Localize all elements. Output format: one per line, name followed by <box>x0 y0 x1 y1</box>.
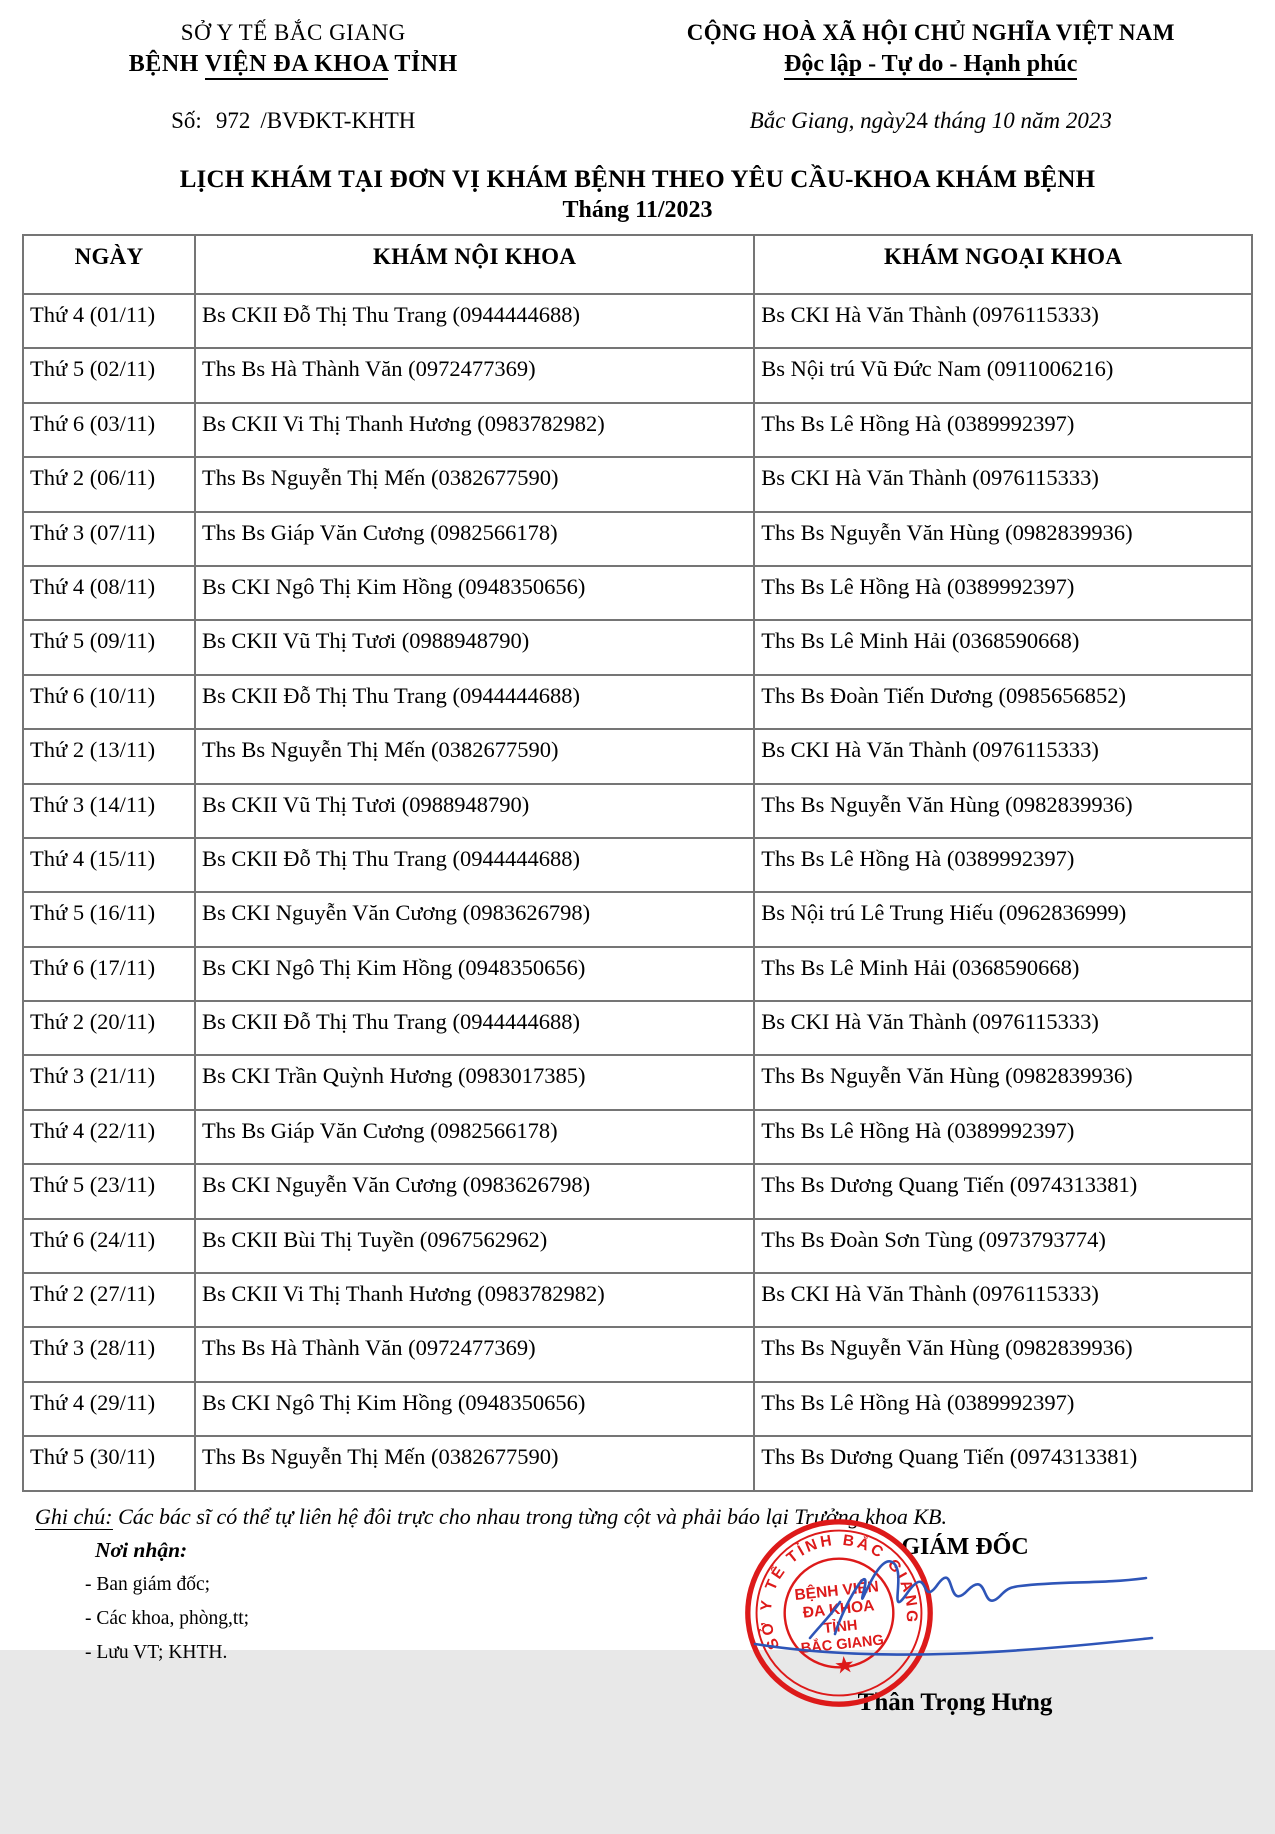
table-row <box>23 947 1252 1001</box>
cell-ngoai-khoa: Ths Bs Lê Hồng Hà (0389992397) <box>754 838 1252 892</box>
cell-noi-khoa: Ths Bs Giáp Văn Cương (0982566178) <box>195 512 754 566</box>
cell-date: Thứ 3 (28/11) <box>23 1327 195 1381</box>
recipient-item: - Ban giám đốc; <box>85 1574 210 1596</box>
cell-ngoai-khoa: Bs CKI Hà Văn Thành (0976115333) <box>754 457 1252 511</box>
table-row <box>23 784 1252 838</box>
cell-date: Thứ 2 (06/11) <box>23 457 195 511</box>
note-label: Ghi chú: <box>35 1504 113 1530</box>
cell-noi-khoa: Bs CKI Nguyễn Văn Cương (0983626798) <box>195 1164 754 1218</box>
org-parent-name: SỞ Y TẾ BẮC GIANG <box>0 20 587 46</box>
cell-date: Thứ 2 (13/11) <box>23 729 195 783</box>
cell-noi-khoa: Bs CKI Trần Quỳnh Hương (0983017385) <box>195 1055 754 1109</box>
column-header-ngoai: KHÁM NGOẠI KHOA <box>754 235 1252 294</box>
cell-ngoai-khoa: Ths Bs Đoàn Sơn Tùng (0973793774) <box>754 1219 1252 1273</box>
cell-noi-khoa: Ths Bs Nguyễn Thị Mến (0382677590) <box>195 457 754 511</box>
cell-date: Thứ 2 (27/11) <box>23 1273 195 1327</box>
table-row <box>23 675 1252 729</box>
table-row <box>23 1219 1252 1273</box>
national-motto: Độc lập - Tự do - Hạnh phúc <box>587 51 1275 78</box>
cell-noi-khoa: Bs CKII Vũ Thị Tươi (0988948790) <box>195 784 754 838</box>
doc-number-line: Số: 972 /BVĐKT-KHTH <box>0 108 587 134</box>
table-row <box>23 403 1252 457</box>
doc-day: 24 <box>905 108 928 133</box>
cell-noi-khoa: Bs CKII Bùi Thị Tuyền (0967562962) <box>195 1219 754 1273</box>
cell-ngoai-khoa: Ths Bs Nguyễn Văn Hùng (0982839936) <box>754 1055 1252 1109</box>
stamp-center-line: TỈNH <box>823 1616 859 1636</box>
cell-ngoai-khoa: Ths Bs Đoàn Tiến Dương (0985656852) <box>754 675 1252 729</box>
cell-ngoai-khoa: Ths Bs Lê Hồng Hà (0389992397) <box>754 1110 1252 1164</box>
cell-ngoai-khoa: Ths Bs Nguyễn Văn Hùng (0982839936) <box>754 1327 1252 1381</box>
table-row <box>23 1001 1252 1055</box>
stamp-ring-text: SỞ Y TẾ TỈNH BẮC GIANG <box>749 1523 923 1652</box>
cell-ngoai-khoa: Ths Bs Lê Hồng Hà (0389992397) <box>754 403 1252 457</box>
cell-date: Thứ 3 (21/11) <box>23 1055 195 1109</box>
stamp-star-icon: ★ <box>833 1651 856 1679</box>
cell-noi-khoa: Ths Bs Hà Thành Văn (0972477369) <box>195 1327 754 1381</box>
table-row <box>23 1327 1252 1381</box>
table-row <box>23 892 1252 946</box>
column-header-date: NGÀY <box>23 235 195 294</box>
table-row <box>23 1164 1252 1218</box>
recipient-item: - Các khoa, phòng,tt; <box>85 1608 249 1630</box>
cell-ngoai-khoa: Bs Nội trú Vũ Đức Nam (0911006216) <box>754 348 1252 402</box>
signer-name: Thân Trọng Hưng <box>815 1689 1095 1717</box>
table-row <box>23 838 1252 892</box>
cell-ngoai-khoa: Ths Bs Lê Minh Hải (0368590668) <box>754 620 1252 674</box>
table-row <box>23 729 1252 783</box>
cell-noi-khoa: Ths Bs Giáp Văn Cương (0982566178) <box>195 1110 754 1164</box>
table-row <box>23 1110 1252 1164</box>
table-row <box>23 1436 1252 1490</box>
cell-ngoai-khoa: Bs CKI Hà Văn Thành (0976115333) <box>754 294 1252 348</box>
cell-noi-khoa: Ths Bs Hà Thành Văn (0972477369) <box>195 348 754 402</box>
cell-noi-khoa: Bs CKII Đỗ Thị Thu Trang (0944444688) <box>195 675 754 729</box>
cell-noi-khoa: Bs CKI Nguyễn Văn Cương (0983626798) <box>195 892 754 946</box>
cell-date: Thứ 2 (20/11) <box>23 1001 195 1055</box>
table-row <box>23 1382 1252 1436</box>
schedule-table <box>22 234 1253 1492</box>
table-row <box>23 457 1252 511</box>
stamp-center-line: ĐA KHOA <box>802 1597 875 1621</box>
schedule-table-body <box>23 294 1252 1491</box>
cell-noi-khoa: Bs CKI Ngô Thị Kim Hồng (0948350656) <box>195 566 754 620</box>
cell-noi-khoa: Ths Bs Nguyễn Thị Mến (0382677590) <box>195 1436 754 1490</box>
recipients-label: Nơi nhận: <box>95 1538 187 1563</box>
cell-noi-khoa: Ths Bs Nguyễn Thị Mến (0382677590) <box>195 729 754 783</box>
cell-date: Thứ 6 (24/11) <box>23 1219 195 1273</box>
note-text: Các bác sĩ có thể tự liên hệ đôi trực cho nhau trong từng cột và phải báo lại Trưởng khoa KB. <box>113 1504 947 1529</box>
cell-ngoai-khoa: Bs Nội trú Lê Trung Hiếu (0962836999) <box>754 892 1252 946</box>
cell-noi-khoa: Bs CKII Đỗ Thị Thu Trang (0944444688) <box>195 1001 754 1055</box>
note-line <box>35 1504 1275 1530</box>
cell-date: Thứ 5 (09/11) <box>23 620 195 674</box>
table-row <box>23 1273 1252 1327</box>
doc-meta-row <box>0 108 1275 134</box>
stamp-center-line: BẮC GIANG <box>800 1630 885 1657</box>
cell-ngoai-khoa: Bs CKI Hà Văn Thành (0976115333) <box>754 1273 1252 1327</box>
cell-noi-khoa: Bs CKI Ngô Thị Kim Hồng (0948350656) <box>195 1382 754 1436</box>
table-row <box>23 512 1252 566</box>
cell-ngoai-khoa: Ths Bs Dương Quang Tiến (0974313381) <box>754 1436 1252 1490</box>
cell-date: Thứ 5 (23/11) <box>23 1164 195 1218</box>
cell-ngoai-khoa: Ths Bs Lê Hồng Hà (0389992397) <box>754 1382 1252 1436</box>
cell-noi-khoa: Bs CKII Vi Thị Thanh Hương (0983782982) <box>195 403 754 457</box>
stamp-center-line: BỆNH VIỆN <box>794 1577 880 1604</box>
cell-date: Thứ 5 (02/11) <box>23 348 195 402</box>
cell-date: Thứ 3 (14/11) <box>23 784 195 838</box>
cell-date: Thứ 4 (01/11) <box>23 294 195 348</box>
table-header-row <box>23 235 1252 294</box>
doc-number: 972 <box>216 108 251 133</box>
table-row <box>23 294 1252 348</box>
cell-date: Thứ 5 (30/11) <box>23 1436 195 1490</box>
cell-date: Thứ 6 (17/11) <box>23 947 195 1001</box>
cell-date: Thứ 3 (07/11) <box>23 512 195 566</box>
page-subtitle-month: Tháng 11/2023 <box>0 197 1275 224</box>
table-row <box>23 566 1252 620</box>
letterhead <box>0 0 1275 78</box>
cell-date: Thứ 4 (15/11) <box>23 838 195 892</box>
page-title: LỊCH KHÁM TẠI ĐƠN VỊ KHÁM BỆNH THEO YÊU CẦU-KHOA KHÁM BỆNH <box>0 166 1275 194</box>
cell-ngoai-khoa: Ths Bs Lê Hồng Hà (0389992397) <box>754 566 1252 620</box>
cell-noi-khoa: Bs CKII Vũ Thị Tươi (0988948790) <box>195 620 754 674</box>
national-motto-block <box>587 20 1275 78</box>
cell-noi-khoa: Bs CKII Đỗ Thị Thu Trang (0944444688) <box>195 294 754 348</box>
recipient-item: - Lưu VT; KHTH. <box>85 1642 227 1664</box>
signer-title: GIÁM ĐỐC <box>850 1534 1080 1561</box>
cell-date: Thứ 5 (16/11) <box>23 892 195 946</box>
org-name: BỆNH VIỆN ĐA KHOA TỈNH <box>0 51 587 78</box>
table-row <box>23 348 1252 402</box>
cell-date: Thứ 4 (29/11) <box>23 1382 195 1436</box>
cell-date: Thứ 4 (22/11) <box>23 1110 195 1164</box>
cell-noi-khoa: Bs CKI Ngô Thị Kim Hồng (0948350656) <box>195 947 754 1001</box>
cell-ngoai-khoa: Ths Bs Dương Quang Tiến (0974313381) <box>754 1164 1252 1218</box>
cell-date: Thứ 6 (10/11) <box>23 675 195 729</box>
cell-ngoai-khoa: Ths Bs Nguyễn Văn Hùng (0982839936) <box>754 512 1252 566</box>
signature-scribble-icon <box>740 1542 1160 1692</box>
cell-ngoai-khoa: Ths Bs Nguyễn Văn Hùng (0982839936) <box>754 784 1252 838</box>
cell-noi-khoa: Bs CKII Đỗ Thị Thu Trang (0944444688) <box>195 838 754 892</box>
national-title: CỘNG HOÀ XÃ HỘI CHỦ NGHĨA VIỆT NAM <box>587 20 1275 46</box>
cell-ngoai-khoa: Bs CKI Hà Văn Thành (0976115333) <box>754 1001 1252 1055</box>
cell-ngoai-khoa: Ths Bs Lê Minh Hải (0368590668) <box>754 947 1252 1001</box>
footer-block <box>0 1534 1275 1834</box>
cell-ngoai-khoa: Bs CKI Hà Văn Thành (0976115333) <box>754 729 1252 783</box>
issuing-org-block <box>0 20 587 78</box>
cell-date: Thứ 6 (03/11) <box>23 403 195 457</box>
cell-date: Thứ 4 (08/11) <box>23 566 195 620</box>
doc-date-line: Bắc Giang, ngày24 tháng 10 năm 2023 <box>587 108 1275 134</box>
table-row <box>23 620 1252 674</box>
column-header-noi: KHÁM NỘI KHOA <box>195 235 754 294</box>
cell-noi-khoa: Bs CKII Vi Thị Thanh Hương (0983782982) <box>195 1273 754 1327</box>
table-row <box>23 1055 1252 1109</box>
